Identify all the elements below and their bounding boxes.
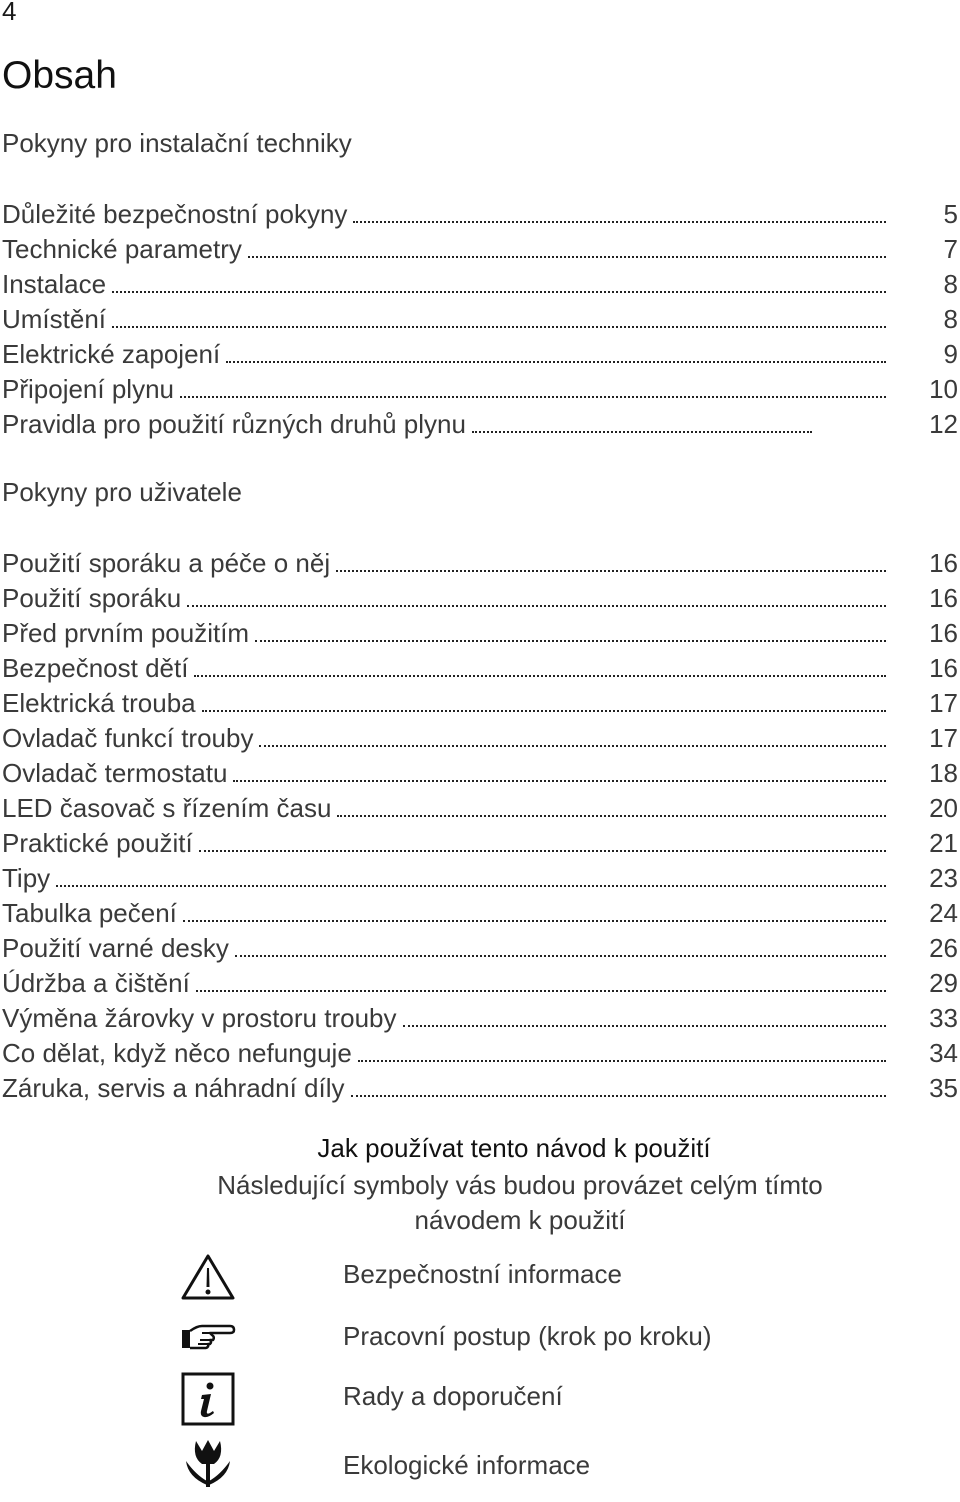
toc-entry-page: 33	[929, 1003, 958, 1033]
toc-entry-page: 16	[929, 653, 958, 683]
dot-leader	[194, 673, 886, 677]
toc-entry[interactable]	[2, 1001, 958, 1036]
legend-title: Jak používat tento návod k použití	[317, 1133, 711, 1163]
toc-entry[interactable]	[2, 197, 958, 232]
dot-leader	[259, 743, 886, 747]
toc-entry-label: Ovladač funkcí trouby	[2, 723, 254, 753]
toc-entry-page: 16	[929, 618, 958, 648]
dot-leader	[226, 359, 886, 363]
toc-list-users	[2, 546, 958, 1106]
toc-entry-page: 16	[929, 548, 958, 578]
toc-entry-label: Záruka, servis a náhradní díly	[2, 1073, 345, 1103]
toc-entry[interactable]	[2, 826, 958, 861]
toc-entry-page: 12	[929, 409, 958, 439]
toc-entry[interactable]	[2, 1071, 958, 1106]
toc-entry[interactable]	[2, 232, 958, 267]
toc-entry[interactable]	[2, 581, 958, 616]
toc-entry-page: 34	[929, 1038, 958, 1068]
toc-entry[interactable]	[2, 372, 958, 407]
dot-leader	[353, 219, 886, 223]
dot-leader	[56, 883, 886, 887]
toc-entry-label: Elektrické zapojení	[2, 339, 221, 369]
toc-entry-label: Důležité bezpečnostní pokyny	[2, 199, 348, 229]
toc-entry-page: 5	[943, 199, 958, 229]
toc-entry-page: 21	[929, 828, 958, 858]
legend-label: Bezpečnostní informace	[343, 1259, 622, 1289]
toc-entry-page: 16	[929, 583, 958, 613]
section-heading-users: Pokyny pro uživatele	[2, 477, 242, 507]
toc-entry-label: Co dělat, když něco nefunguje	[2, 1038, 352, 1068]
tulip-eco-icon	[178, 1434, 238, 1494]
toc-entry-page: 7	[943, 234, 958, 264]
toc-entry-label: Bezpečnost dětí	[2, 653, 189, 683]
legend-label: Pracovní postup (krok po kroku)	[343, 1321, 712, 1351]
toc-entry-label: Výměna žárovky v prostoru trouby	[2, 1003, 397, 1033]
toc-entry[interactable]	[2, 966, 958, 1001]
toc-entry[interactable]	[2, 267, 958, 302]
toc-entry-page: 9	[943, 339, 958, 369]
toc-entry[interactable]	[2, 791, 958, 826]
toc-entry-label: Praktické použití	[2, 828, 193, 858]
toc-entry-label: Použití sporáku	[2, 583, 182, 613]
toc-entry-label: Umístění	[2, 304, 107, 334]
toc-entry[interactable]	[2, 407, 958, 442]
toc-entry-label: Instalace	[2, 269, 107, 299]
toc-entry[interactable]	[2, 686, 958, 721]
legend-label: Rady a doporučení	[343, 1381, 563, 1411]
toc-entry-label: LED časovač s řízením času	[2, 793, 332, 823]
legend-description: Následující symboly vás budou provázet celým tímto návodem k použití	[217, 1170, 823, 1235]
toc-entry-page: 8	[943, 304, 958, 334]
dot-leader	[235, 953, 886, 957]
toc-entry[interactable]	[2, 546, 958, 581]
dot-leader	[336, 568, 886, 572]
dot-leader	[337, 813, 886, 817]
toc-entry[interactable]	[2, 721, 958, 756]
toc-entry-page: 18	[929, 758, 958, 788]
toc-entry-label: Technické parametry	[2, 234, 242, 264]
dot-leader	[199, 848, 886, 852]
page-title: Obsah	[2, 54, 117, 97]
toc-entry-page: 24	[929, 898, 958, 928]
toc-entry-label: Tipy	[2, 863, 51, 893]
toc-entry[interactable]	[2, 616, 958, 651]
toc-entry-label: Pravidla pro použití různých druhů plynu	[2, 409, 466, 439]
toc-entry-page: 23	[929, 863, 958, 893]
toc-entry[interactable]	[2, 861, 958, 896]
dot-leader	[248, 254, 886, 258]
page-number: 4	[2, 0, 17, 26]
info-box-icon	[178, 1369, 238, 1429]
toc-entry[interactable]	[2, 302, 958, 337]
dot-leader	[233, 778, 886, 782]
toc-entry[interactable]	[2, 931, 958, 966]
dot-leader	[255, 638, 886, 642]
dot-leader	[196, 988, 886, 992]
toc-entry-label: Údržba a čištění	[2, 968, 190, 998]
dot-leader	[351, 1093, 887, 1097]
toc-entry-page: 29	[929, 968, 958, 998]
legend-label: Ekologické informace	[343, 1450, 591, 1480]
toc-entry-label: Použití sporáku a péče o něj	[2, 548, 331, 578]
section-heading-installers: Pokyny pro instalační techniky	[2, 128, 352, 158]
toc-entry-label: Ovladač termostatu	[2, 758, 228, 788]
toc-entry-label: Elektrická trouba	[2, 688, 196, 718]
toc-entry[interactable]	[2, 651, 958, 686]
toc-entry-label: Tabulka pečení	[2, 898, 177, 928]
pointing-hand-icon	[178, 1307, 238, 1367]
toc-entry-page: 35	[929, 1073, 958, 1103]
toc-entry-label: Připojení plynu	[2, 374, 174, 404]
toc-entry-label: Použití varné desky	[2, 933, 229, 963]
toc-entry[interactable]	[2, 1036, 958, 1071]
legend-item-tips	[0, 1365, 960, 1435]
dot-leader	[358, 1058, 886, 1062]
toc-entry-page: 26	[929, 933, 958, 963]
toc-entry[interactable]	[2, 756, 958, 791]
toc-entry-label: Před prvním použitím	[2, 618, 250, 648]
toc-entry-page: 17	[929, 723, 958, 753]
dot-leader	[183, 918, 886, 922]
dot-leader	[202, 708, 886, 712]
toc-entry-page: 8	[943, 269, 958, 299]
toc-entry-page: 10	[929, 374, 958, 404]
dot-leader	[180, 394, 886, 398]
toc-entry-page: 20	[929, 793, 958, 823]
dot-leader	[112, 324, 886, 328]
toc-entry-page: 17	[929, 688, 958, 718]
dot-leader	[403, 1023, 887, 1027]
dot-leader	[112, 289, 886, 293]
warning-triangle-icon	[178, 1247, 238, 1307]
toc-list-installers	[2, 197, 958, 442]
toc-entry[interactable]	[2, 337, 958, 372]
dot-leader	[187, 603, 886, 607]
dot-leader	[472, 429, 812, 433]
toc-entry[interactable]	[2, 896, 958, 931]
